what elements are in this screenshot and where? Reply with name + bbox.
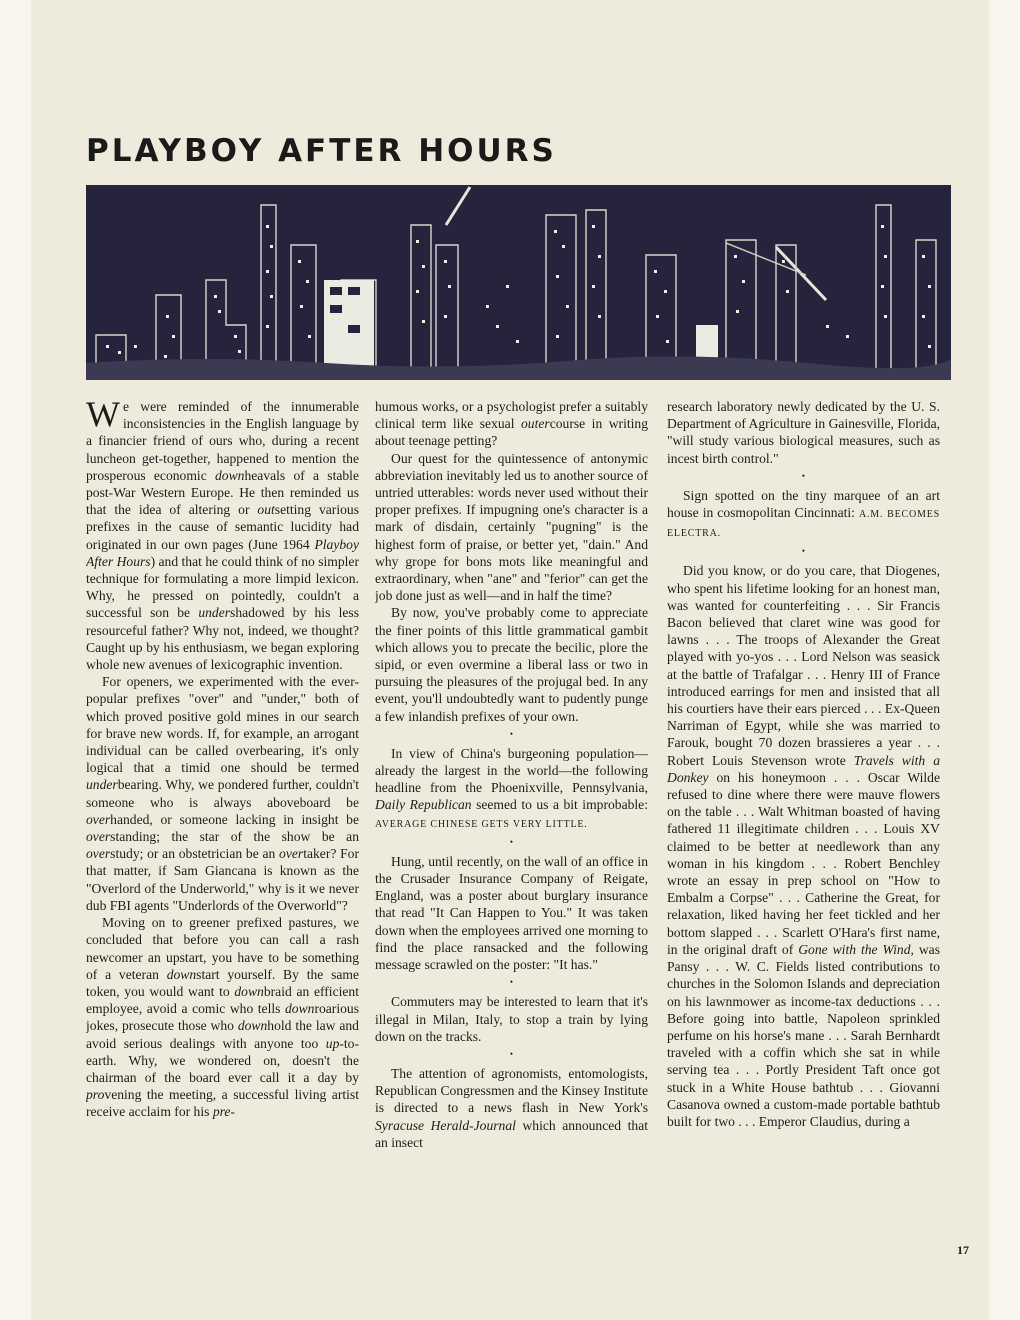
paragraph: Did you know, or do you care, that Diogenes, who spent his lifetime looking for an honest man, was wanted for counterfeiting . . . Sir Francis Bacon believed that claret wine was good for lawns . . . The troops of Alexander the Great played with yo-yos . . . Lord Nelson was seasick at the battle of Trafalgar . . . Henry III of France introduced earrings for men and insisted that all his courtiers have their ears pierced . . . Ex-Queen Narriman of Egypt, while she was married to Farouk, bought 70 dozen brassieres a year . . . Robert Louis Stevenson wrote Travels with a Donkey on his honeymoon . . . Oscar Wilde refused to dine where there were mauve flowers on the table . . . Walt Whitman boasted of having fathered 11 illegitimate children . . . Louis XV claimed to be better at needlework than any woman in his kingdom . . . Robert Benchley wrote an essay in prep school on "How to Embalm a Corpse" . . . Catherine the Great, for relaxation, liked having her feet tickled and her bottom slapped . . . Scarlett O'Hara's first name, in the original draft of Gone with the Wind, was Pansy . . . W. C. Fields listed contributions to churches in the Solomon Islands and depreciation on his lawnmower as income-tax deductions . . . Before going into battle, Napoleon sprinkled perfume on his horse's mane . . . Sarah Bernhardt traveled with a coffin which she sat in while serving tea . . . Portly President Taft once got stuck in a White House bathtub . . . Giovanni Casanova owned a custom-made portable bathtub built for two . . . Emperor Claudius, during a [667,563,940,1129]
paragraph: humous works, or a psychologist prefer a suitably clinical term like sexual outercourse in writing about teenage petting? [375,399,648,449]
separator-dot: • [509,977,514,988]
paragraph: The attention of agronomists, entomologists, Republican Congressmen and the Kinsey Institute is directed to a news flash in New York's Syracuse Herald-Journal which announced that an insect [375,1065,648,1150]
skyline-image [86,185,951,380]
separator-dot: • [509,836,514,847]
paragraph: We were reminded of the innumerable inconsistencies in the English language by a financier friend of ours who, during a recent luncheon get-together, happened to mention the prosperous economic downheavals of a stable post-War Western Europe. He then reminded us that the idea of altering or outsetting various prefixes in the cause of semantic lucidity had originated in our own pages (June 1964 Playboy After Hours) and that he could think of no simpler technique for formulating a more limpid lexicon. Why, he pressed on pointedly, couldn't a successful son be undershadowed by his less resourceful father? Why not, indeed, we thought? Caught up by his enthusiasm, we began exploring whole new avenues of lexicographic invention. [86,398,359,673]
paragraph: Our quest for the quintessence of antonymic abbreviation inevitably led us to another source of untried utterables: words never used without their proper prefixes. If impugning one's character is a mark of disdain, certainly "pugning" is the highest form of praise, or better yet, "dain." And why grope for bons mots like meaningful and extraordinary, when "ane" and "ferior" can get the job done just as well—and in half the time? [375,450,648,604]
paragraph: In view of China's burgeoning population—already the largest in the world—the following headline from the Phoenixville, Pennsylvania, Daily Republican seemed to us a bit improbable: AVERAGE CHINESE GETS VERY LITTLE. [375,745,648,830]
paragraph: research laboratory newly dedicated by the U. S. Department of Agriculture in Gainesville, Florida, "will study various biological measures, such as incest birth control." [667,399,940,466]
paragraph: For openers, we experimented with the ever-popular prefixes "over" and "under," both of which proved positive gold mines in our search for brave new words. If, for example, an arrogant individual can be called overbearing, it's only logical that a timid one should be termed underbearing. Why, we pondered further, couldn't someone who is always aboveboard be overhanded, or someone lacking in insight be overstanding; the star of the show be an overstudy; or an obstetrician be an overtaker? For that matter, if Sam Giancana is known as the "Overlord of the Underworld," why is it we never dub FBI agents "Underlords of the Overworld"? [86,674,359,913]
separator-dot: • [801,470,806,481]
drop-cap: W [86,398,120,434]
article-column-2 [375,398,648,1263]
paragraph: Moving on to greener prefixed pastures, we concluded that before you can call a rash newcomer an upstart, you have to be something of a veteran downstart yourself. By the same token, you would want to downbraid an efficient employee, avoid a comic who tells downroarious jokes, prosecute those who downhold the law and avoid serious dealings with anyone too up-to-earth. Why, we wondered on, doesn't the chairman of the board ever call it a day by provening the meeting, a successful living artist receive acclaim for his pre- [86,915,359,1120]
skyline-illustration [86,185,951,380]
article-column-3 [667,398,940,1263]
separator-dot: • [801,546,806,557]
page-number: 17 [957,1243,969,1257]
article-column-1 [86,398,359,1263]
separator-dot: • [509,728,514,739]
paragraph: Hung, until recently, on the wall of an office in the Crusader Insurance Company of Reigate, England, was a poster about burglary insurance that read "It Can Happen to You." It was taken down when the employees arrived one morning to find the place ransacked and the following message scrawled on the poster: "It has." [375,853,648,973]
paragraph: Commuters may be interested to learn that it's illegal in Milan, Italy, to stop a train by lying down on the tracks. [375,994,648,1044]
paragraph: By now, you've probably come to appreciate the finer points of this little grammatical gambit which allows you to precate the becilic, plore the sipid, or even overmine a liberal lass or two in pursuing the pleasures of the projugal bed. In any event, you'll undoubtedly want to pudently punge a few inlandish prefixes of your own. [375,605,648,724]
paragraph: Sign spotted on the tiny marquee of an art house in cosmopolitan Cincinnati: A.M. BECOMES ELECTRA. [667,487,940,540]
separator-dot: • [509,1048,514,1059]
page-title: PLAYBOY AFTER HOURS [86,133,557,169]
